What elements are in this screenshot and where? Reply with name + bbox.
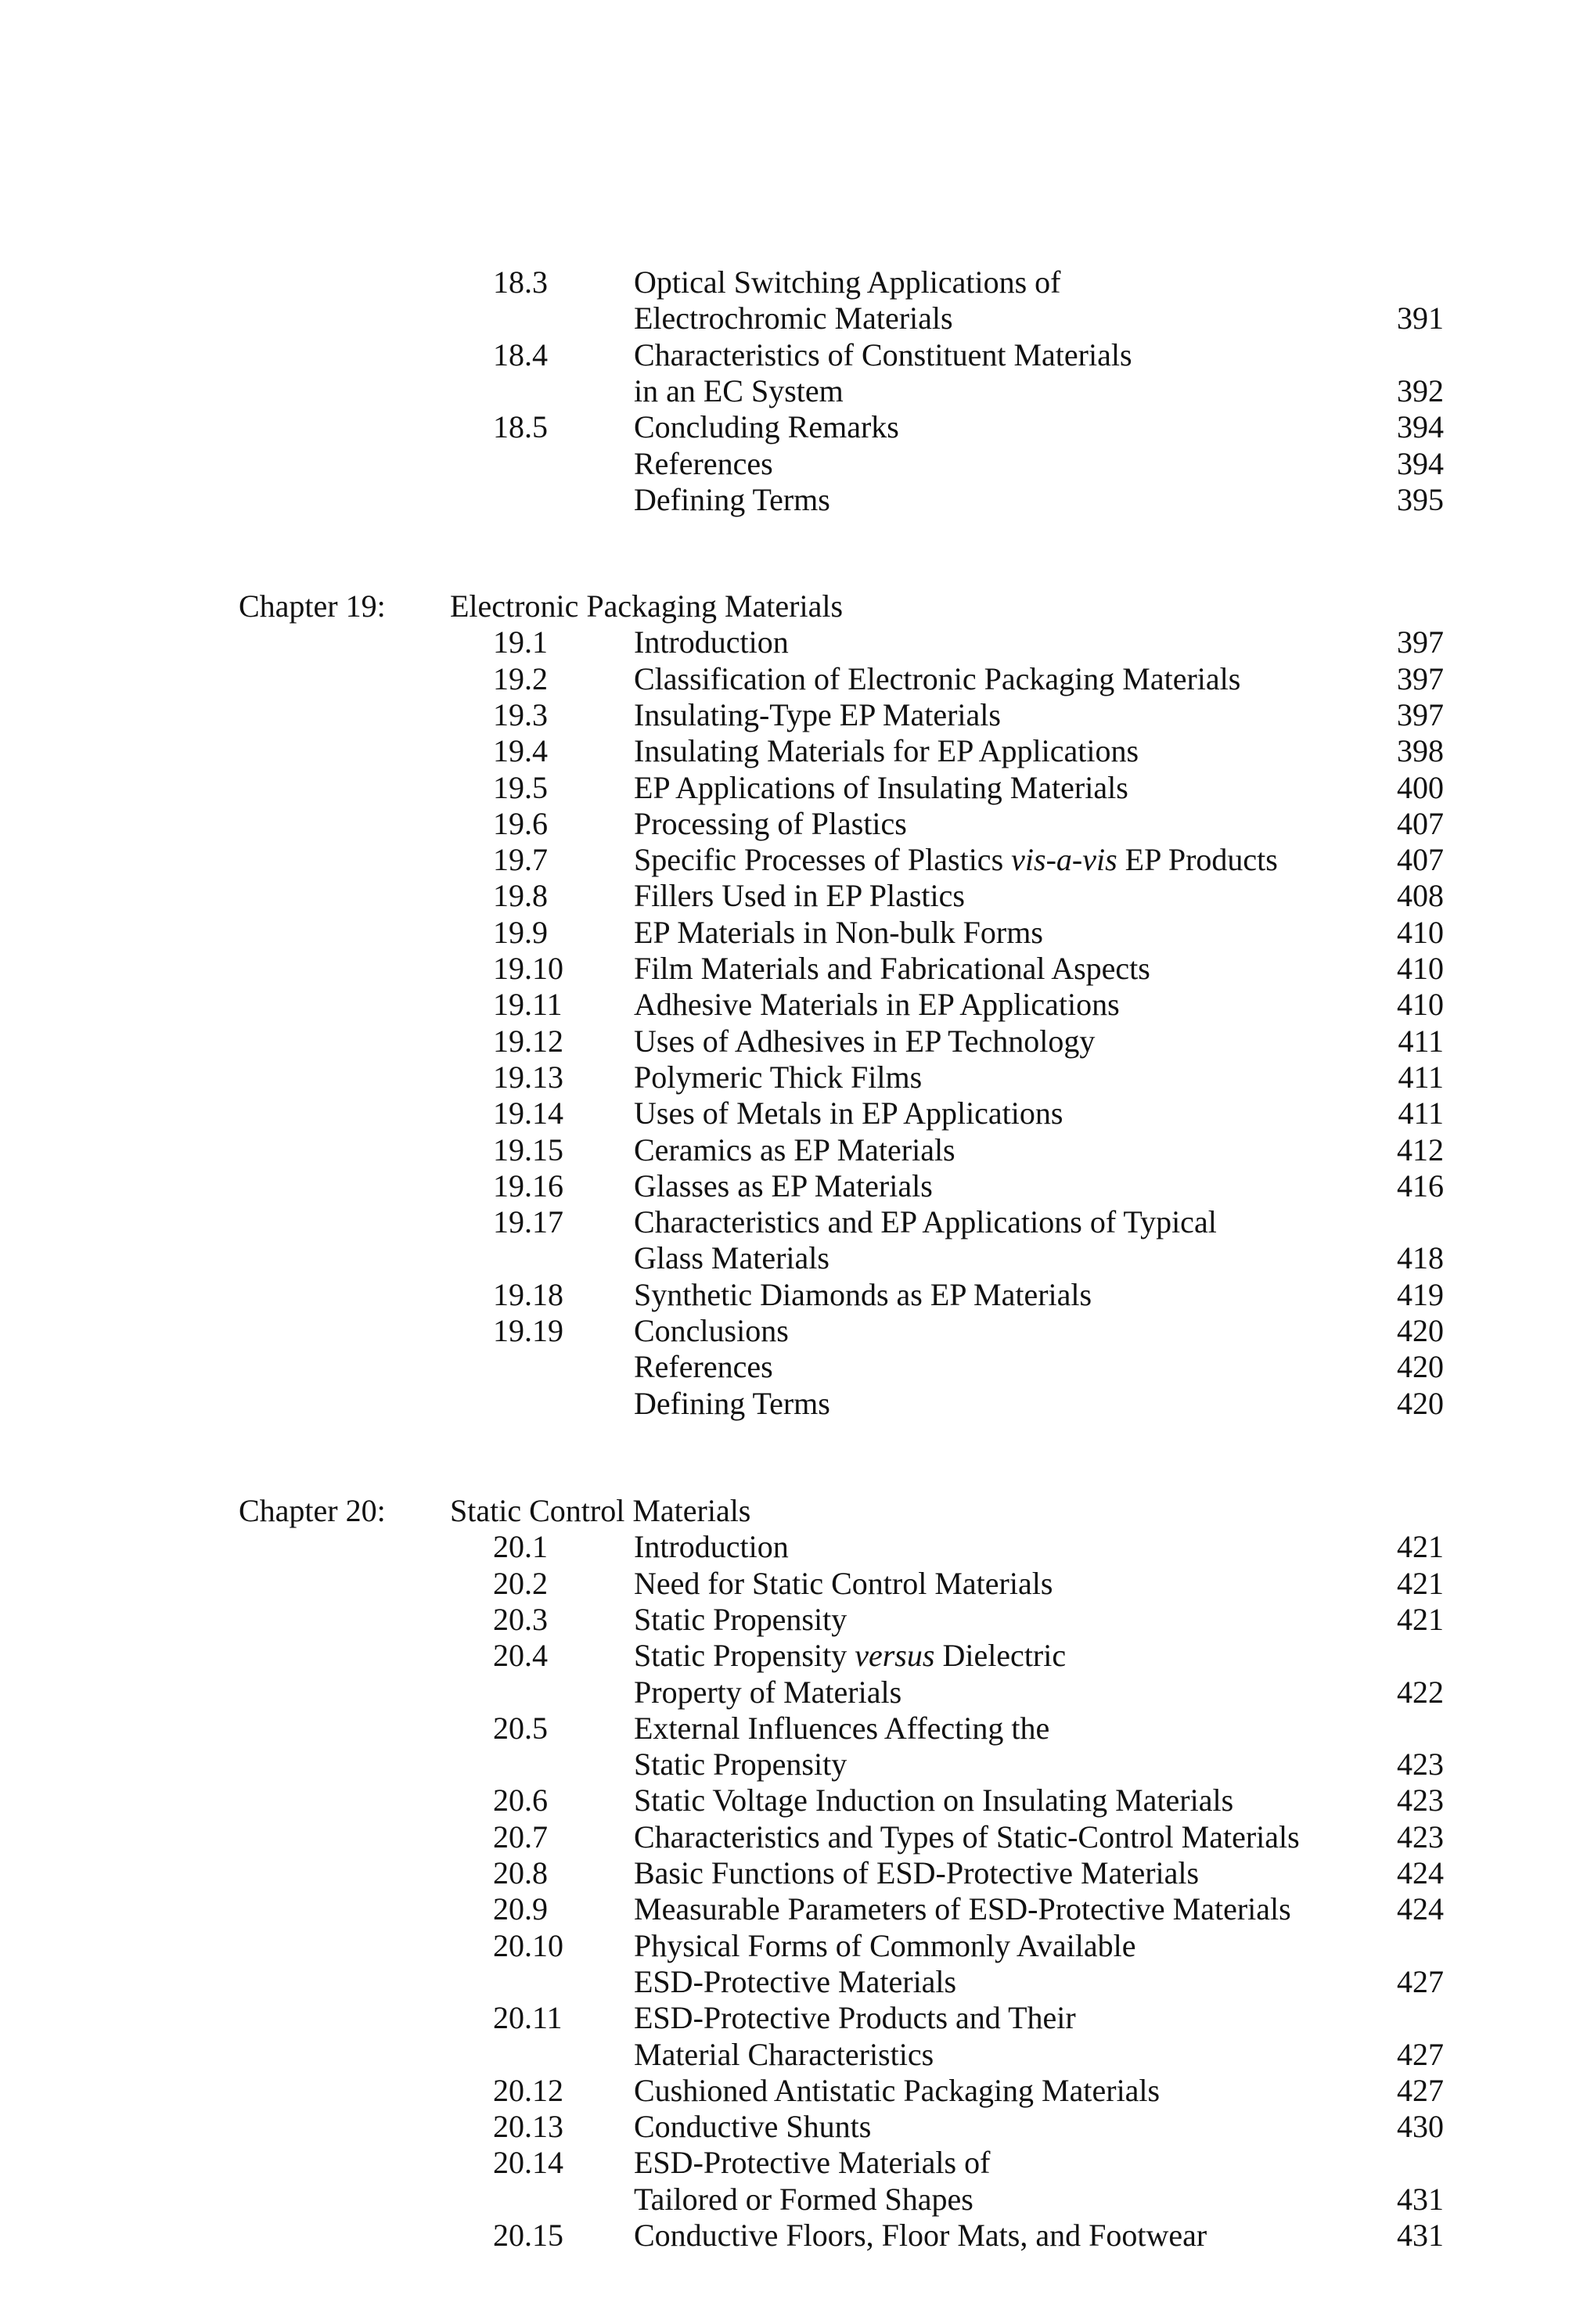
section-number: 20.12 [493, 2073, 563, 2108]
section-number: 19.18 [493, 1277, 563, 1312]
toc-entry [0, 1602, 1569, 1638]
toc-entry [0, 842, 1569, 878]
title-text-after: Dielectric [934, 1638, 1067, 1673]
toc-entry [0, 1891, 1569, 1927]
section-title [634, 1819, 1300, 1855]
section-title [634, 409, 899, 445]
title-text: Cushioned Antistatic Packaging Materials [634, 2073, 1161, 2108]
toc-entry [0, 1240, 1569, 1276]
title-text: Concluding Remarks [634, 409, 899, 444]
title-text: EP Applications of Insulating Materials [634, 770, 1128, 805]
section-title [634, 1349, 773, 1385]
section-number: 19.19 [493, 1313, 563, 1348]
section-title [634, 2037, 934, 2073]
page-number: 397 [1397, 624, 1444, 660]
toc-entry [0, 1964, 1569, 2000]
section-title [634, 300, 953, 336]
section-title [634, 1277, 1092, 1313]
page-number: 418 [1397, 1240, 1444, 1275]
page-number: 412 [1397, 1132, 1444, 1167]
section-title [634, 951, 1150, 987]
title-text: Glasses as EP Materials [634, 1168, 933, 1203]
toc-entry [0, 1819, 1569, 1855]
page-number: 410 [1397, 915, 1444, 950]
section-title [634, 482, 830, 518]
section-title [634, 806, 907, 842]
section-title [634, 1168, 933, 1204]
toc-entry [0, 1095, 1569, 1131]
section-number: 20.10 [493, 1928, 563, 1963]
section-title [634, 1313, 789, 1349]
section-title [634, 1675, 901, 1711]
page-number: 410 [1397, 951, 1444, 986]
section-title [634, 2218, 1207, 2254]
section-title [634, 446, 773, 482]
toc-entry [0, 2218, 1569, 2254]
section-title [634, 1855, 1199, 1891]
toc-entry [0, 1783, 1569, 1819]
title-text: Fillers Used in EP Plastics [634, 878, 965, 913]
page-number: 423 [1397, 1747, 1444, 1782]
section-number: 20.3 [493, 1602, 548, 1637]
section-title [634, 1602, 847, 1638]
title-text: Static Propensity [634, 1638, 855, 1673]
section-number: 19.2 [493, 661, 548, 696]
page-number: 394 [1397, 409, 1444, 444]
page-number: 394 [1397, 446, 1444, 481]
section-title [634, 1386, 830, 1422]
section-number: 19.12 [493, 1023, 563, 1059]
page-number: 421 [1397, 1602, 1444, 1637]
title-text: Characteristics and Types of Static-Control Materials [634, 1819, 1300, 1855]
toc-entry [0, 300, 1569, 336]
toc-entry [0, 482, 1569, 518]
section-number: 20.7 [493, 1819, 548, 1855]
page-number: 395 [1397, 482, 1444, 517]
title-text: Static Voltage Induction on Insulating Materials [634, 1783, 1234, 1818]
toc-entry [0, 770, 1569, 806]
title-text: Characteristics and EP Applications of Typical [634, 1204, 1217, 1239]
toc-entry [0, 2000, 1569, 2036]
title-text: Uses of Adhesives in EP Technology [634, 1023, 1096, 1059]
title-text: Polymeric Thick Films [634, 1059, 923, 1095]
section-number: 20.5 [493, 1711, 548, 1746]
page-number: 397 [1397, 697, 1444, 732]
page-number: 392 [1397, 373, 1444, 408]
toc-entry [0, 446, 1569, 482]
toc-entry [0, 337, 1569, 373]
page-number: 421 [1397, 1566, 1444, 1601]
title-text: Uses of Metals in EP Applications [634, 1095, 1063, 1131]
toc-entry [0, 2073, 1569, 2109]
title-text: Insulating Materials for EP Applications [634, 733, 1139, 768]
title-text: Conclusions [634, 1313, 789, 1348]
title-text: Static Propensity [634, 1602, 847, 1637]
section-title [634, 1891, 1291, 1927]
page-number: 411 [1398, 1023, 1444, 1059]
section-title [634, 733, 1139, 769]
page-number: 422 [1397, 1675, 1444, 1710]
section-title [634, 2000, 1076, 2036]
section-number: 19.11 [493, 987, 563, 1022]
section-number: 19.8 [493, 878, 548, 913]
title-text: Introduction [634, 624, 789, 660]
title-text: Optical Switching Applications of [634, 264, 1061, 300]
page-number: 410 [1397, 987, 1444, 1022]
section-title [634, 697, 1001, 733]
page-number: 408 [1397, 878, 1444, 913]
page-number: 416 [1397, 1168, 1444, 1203]
page-number: 397 [1397, 661, 1444, 696]
toc-entry [0, 1386, 1569, 1422]
title-text: Static Propensity [634, 1747, 847, 1782]
section-number: 19.14 [493, 1095, 563, 1131]
section-number: 19.7 [493, 842, 548, 877]
title-text: Physical Forms of Commonly Available [634, 1928, 1136, 1963]
section-number: 20.9 [493, 1891, 548, 1926]
toc-entry [0, 2109, 1569, 2145]
page-number: 407 [1397, 806, 1444, 841]
toc-entry [0, 1928, 1569, 1964]
title-text: Conductive Floors, Floor Mats, and Footwear [634, 2218, 1207, 2253]
toc-entry [0, 1132, 1569, 1168]
toc-entry [0, 1675, 1569, 1711]
toc-entry [0, 1023, 1569, 1059]
page-number: 407 [1397, 842, 1444, 877]
section-number: 20.2 [493, 1566, 548, 1601]
title-text: Need for Static Control Materials [634, 1566, 1053, 1601]
toc-entry [0, 1349, 1569, 1385]
section-title [634, 2182, 973, 2218]
toc-entry [0, 373, 1569, 409]
page-number: 421 [1397, 1529, 1444, 1564]
toc-entry [0, 1313, 1569, 1349]
section-number: 19.1 [493, 624, 548, 660]
page-number: 420 [1397, 1349, 1444, 1384]
page-number: 427 [1397, 1964, 1444, 1999]
section-title [634, 1204, 1217, 1240]
title-text-after: EP Products [1117, 842, 1278, 877]
section-number: 19.17 [493, 1204, 563, 1239]
title-italic: vis-a-vis [1011, 842, 1117, 877]
title-text: EP Materials in Non-bulk Forms [634, 915, 1043, 950]
title-text: Film Materials and Fabricational Aspects [634, 951, 1150, 986]
title-text: ESD-Protective Materials of [634, 2145, 991, 2180]
title-text: References [634, 446, 773, 481]
section-title [634, 1095, 1063, 1131]
title-text: Material Characteristics [634, 2037, 934, 2072]
section-number: 18.4 [493, 337, 548, 372]
section-title [634, 373, 844, 409]
title-text: Processing of Plastics [634, 806, 907, 841]
section-number: 19.4 [493, 733, 548, 768]
page-number: 411 [1398, 1095, 1444, 1131]
title-text: Specific Processes of Plastics [634, 842, 1012, 877]
section-number: 20.13 [493, 2109, 563, 2144]
toc-entry [0, 1168, 1569, 1204]
toc-entry [0, 806, 1569, 842]
section-title [634, 661, 1240, 697]
toc-entry [0, 2182, 1569, 2218]
section-number: 20.1 [493, 1529, 548, 1564]
page-number: 419 [1397, 1277, 1444, 1312]
toc-entry [0, 951, 1569, 987]
chapter-heading [0, 1493, 1569, 1529]
section-title [634, 2109, 871, 2145]
page-number: 424 [1397, 1891, 1444, 1926]
section-number: 20.11 [493, 2000, 563, 2035]
toc-entry [0, 1277, 1569, 1313]
toc-entry [0, 1711, 1569, 1747]
title-text: Measurable Parameters of ESD-Protective Materials [634, 1891, 1291, 1926]
title-text: Basic Functions of ESD-Protective Materials [634, 1855, 1200, 1890]
toc-entry [0, 1566, 1569, 1602]
page-number: 427 [1397, 2037, 1444, 2072]
section-title [634, 2145, 990, 2181]
page-number: 427 [1397, 2073, 1444, 2108]
section-title [634, 1711, 1049, 1747]
section-number: 19.13 [493, 1059, 563, 1095]
title-text: Introduction [634, 1529, 789, 1564]
title-text: External Influences Affecting the [634, 1711, 1050, 1746]
section-title [634, 878, 965, 914]
title-text: Synthetic Diamonds as EP Materials [634, 1277, 1092, 1312]
section-title [634, 337, 1132, 373]
section-title [634, 1023, 1095, 1059]
chapter-label: Chapter 20: [239, 1493, 386, 1528]
section-number: 19.3 [493, 697, 548, 732]
page-number: 431 [1397, 2218, 1444, 2253]
section-title [634, 770, 1128, 806]
section-number: 18.5 [493, 409, 548, 444]
section-title [634, 1638, 1066, 1674]
toc-entry [0, 1529, 1569, 1565]
title-text: Conductive Shunts [634, 2109, 872, 2144]
title-italic: versus [855, 1638, 935, 1673]
page-number: 420 [1397, 1386, 1444, 1421]
page-number: 423 [1397, 1783, 1444, 1818]
section-number: 20.8 [493, 1855, 548, 1890]
section-title [634, 1747, 847, 1783]
toc-entry [0, 624, 1569, 660]
section-number: 19.15 [493, 1132, 563, 1167]
title-text: References [634, 1349, 773, 1384]
page-number: 424 [1397, 1855, 1444, 1890]
toc-entry [0, 409, 1569, 445]
title-text: Glass Materials [634, 1240, 829, 1275]
chapter-title: Static Control Materials [450, 1493, 751, 1528]
section-title [634, 1566, 1053, 1602]
toc-entry [0, 1747, 1569, 1783]
title-text: Insulating-Type EP Materials [634, 697, 1001, 732]
toc-entry [0, 987, 1569, 1023]
section-number: 20.4 [493, 1638, 548, 1673]
toc-entry [0, 661, 1569, 697]
toc-entry [0, 1059, 1569, 1095]
title-text: Tailored or Formed Shapes [634, 2182, 973, 2217]
section-title [634, 1964, 956, 2000]
toc-entry [0, 264, 1569, 300]
section-number: 19.5 [493, 770, 548, 805]
toc-entry [0, 1204, 1569, 1240]
chapter-heading [0, 588, 1569, 624]
title-text: Electrochromic Materials [634, 300, 953, 336]
toc-entry [0, 733, 1569, 769]
section-number: 18.3 [493, 264, 548, 300]
section-title [634, 842, 1278, 878]
toc-entry [0, 1638, 1569, 1674]
chapter-label: Chapter 19: [239, 588, 386, 624]
toc-entry [0, 878, 1569, 914]
toc-entry [0, 915, 1569, 951]
section-title [634, 1783, 1233, 1819]
page-number: 431 [1397, 2182, 1444, 2217]
title-text: ESD-Protective Products and Their [634, 2000, 1076, 2035]
toc-entry [0, 1855, 1569, 1891]
section-title [634, 264, 1061, 300]
section-number: 19.10 [493, 951, 563, 986]
section-title [634, 1059, 922, 1095]
toc-entry [0, 2145, 1569, 2181]
section-number: 19.9 [493, 915, 548, 950]
section-title [634, 1928, 1135, 1964]
section-title [634, 987, 1120, 1023]
page-number: 398 [1397, 733, 1444, 768]
title-text: Adhesive Materials in EP Applications [634, 987, 1120, 1022]
title-text: ESD-Protective Materials [634, 1964, 957, 1999]
page-number: 411 [1398, 1059, 1444, 1095]
section-number: 20.6 [493, 1783, 548, 1818]
section-title [634, 2073, 1160, 2109]
section-number: 20.15 [493, 2218, 563, 2253]
section-number: 20.14 [493, 2145, 563, 2180]
toc-entry [0, 697, 1569, 733]
page-number: 423 [1397, 1819, 1444, 1855]
page-number: 420 [1397, 1313, 1444, 1348]
title-text: Classification of Electronic Packaging Materials [634, 661, 1241, 696]
title-text: Characteristics of Constituent Materials [634, 337, 1132, 372]
section-title [634, 624, 789, 660]
section-number: 19.16 [493, 1168, 563, 1203]
section-number: 19.6 [493, 806, 548, 841]
chapter-title: Electronic Packaging Materials [450, 588, 844, 624]
title-text: Defining Terms [634, 482, 830, 517]
title-text: in an EC System [634, 373, 844, 408]
page-number: 391 [1397, 300, 1444, 336]
page-number: 400 [1397, 770, 1444, 805]
section-title [634, 1240, 829, 1276]
toc-entry [0, 2037, 1569, 2073]
section-title [634, 1529, 789, 1565]
title-text: Property of Materials [634, 1675, 902, 1710]
title-text: Ceramics as EP Materials [634, 1132, 955, 1167]
page-number: 430 [1397, 2109, 1444, 2144]
section-title [634, 1132, 955, 1168]
title-text: Defining Terms [634, 1386, 830, 1421]
section-title [634, 915, 1043, 951]
